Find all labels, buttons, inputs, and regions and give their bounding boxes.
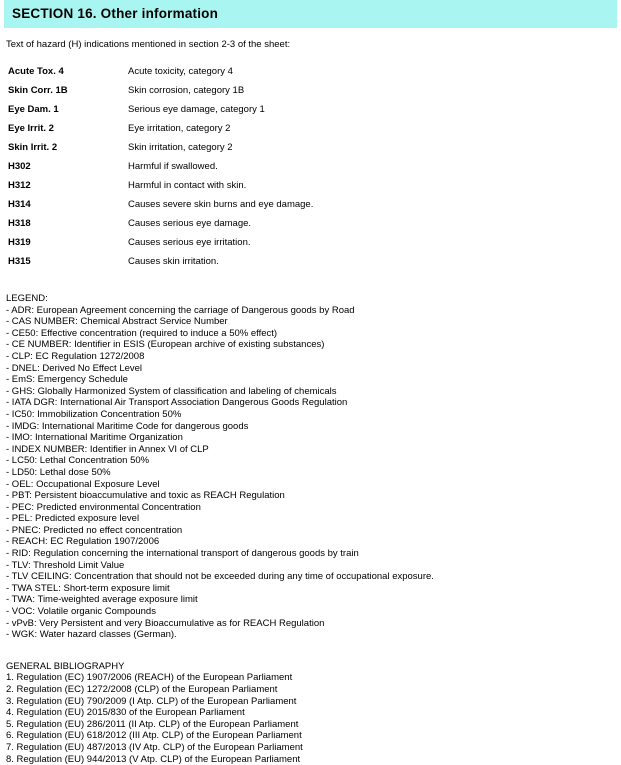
bibliography-line: 5. Regulation (EU) 286/2011 (II Atp. CLP) of the European Parliament [6,718,299,730]
legend-line: - CE50: Effective concentration (required to induce a 50% effect) [6,327,278,339]
legend-block [6,293,621,641]
hazard-statements-table [6,62,313,271]
bibliography-line: 1. Regulation (EC) 1907/2006 (REACH) of the European Parliament [6,672,293,684]
legend-line: - ADR: European Agreement concerning the carriage of Dangerous goods by Road [6,304,355,316]
hazard-description: Harmful in contact with skin. [128,179,247,191]
legend-line: - PEC: Predicted environmental Concentration [6,501,201,513]
legend-line: - CE NUMBER: Identifier in ESIS (European archive of existing substances) [6,339,325,351]
legend-line: - WGK: Water hazard classes (German). [6,629,177,641]
table-row [6,157,313,176]
legend-line: - TWA STEL: Short-term exposure limit [6,582,170,594]
bibliography-line: 6. Regulation (EU) 618/2012 (III Atp. CLP) of the European Parliament [6,730,302,742]
hazard-description: Harmful if swallowed. [128,160,218,172]
bibliography-block [6,661,621,765]
legend-line: - EmS: Emergency Schedule [6,374,128,386]
table-row [6,119,313,138]
hazard-description: Causes skin irritation. [128,255,219,267]
legend-line: - CAS NUMBER: Chemical Abstract Service Number [6,316,228,328]
legend-title: LEGEND: [6,293,48,304]
hazard-description: Causes serious eye irritation. [128,236,251,248]
hazard-code: Acute Tox. 4 [8,65,64,77]
legend-line: - PNEC: Predicted no effect concentration [6,524,183,536]
hazard-code: H318 [8,217,31,229]
section-header: SECTION 16. Other information [4,0,617,28]
bibliography-line: 3. Regulation (EU) 790/2009 (I Atp. CLP) of the European Parliament [6,695,297,707]
legend-line: - vPvB: Very Persistent and very Bioaccumulative as for REACH Regulation [6,617,325,629]
legend-line: - TLV: Threshold Limit Value [6,559,125,571]
legend-line: - INDEX NUMBER: Identifier in Annex VI of CLP [6,443,209,455]
legend-line: - IATA DGR: International Air Transport Association Dangerous Goods Regulation [6,397,348,409]
legend-line: - PEL: Predicted exposure level [6,513,140,525]
hazard-code: H315 [8,255,31,267]
legend-line: - DNEL: Derived No Effect Level [6,362,143,374]
hazard-code: Eye Dam. 1 [8,103,59,115]
legend-line: - REACH: EC Regulation 1907/2006 [6,536,160,548]
hazard-code: H314 [8,198,31,210]
legend-line: - IMO: International Maritime Organization [6,432,183,444]
hazard-table-body [6,62,313,271]
hazard-description: Causes serious eye damage. [128,217,252,229]
bibliography-line: 8. Regulation (EU) 944/2013 (V Atp. CLP) of the European Parliament [6,753,301,765]
table-row [6,62,313,81]
legend-line: - VOC: Volatile organic Compounds [6,606,156,618]
legend-line: - OEL: Occupational Exposure Level [6,478,160,490]
legend-line: - LC50: Lethal Concentration 50% [6,455,150,467]
legend-line: - CLP: EC Regulation 1272/2008 [6,350,145,362]
hazard-code: Eye Irrit. 2 [8,122,54,134]
hazard-code: H312 [8,179,31,191]
table-row [6,195,313,214]
hazard-description: Eye irritation, category 2 [128,122,231,134]
table-row [6,138,313,157]
hazard-description: Serious eye damage, category 1 [128,103,265,115]
table-row [6,81,313,100]
hazard-code: Skin Irrit. 2 [8,141,58,153]
intro-text: Text of hazard (H) indications mentioned in section 2-3 of the sheet: [6,39,291,50]
hazard-description: Causes severe skin burns and eye damage. [128,198,314,210]
table-row [6,233,313,252]
hazard-code: H319 [8,236,31,248]
bibliography-title: GENERAL BIBLIOGRAPHY [6,660,125,672]
legend-line: - IMDG: International Maritime Code for dangerous goods [6,420,249,432]
table-row [6,100,313,119]
hazard-description: Skin corrosion, category 1B [128,84,245,96]
bibliography-line: 2. Regulation (EC) 1272/2008 (CLP) of the European Parliament [6,684,278,695]
hazard-description: Acute toxicity, category 4 [128,65,233,77]
legend-line: - IC50: Immobilization Concentration 50% [6,408,182,420]
legend-line: - LD50: Lethal dose 50% [6,466,111,478]
bibliography-line: 4. Regulation (EU) 2015/830 of the European Parliament [6,707,245,719]
hazard-code: Skin Corr. 1B [8,84,68,96]
legend-line: - TWA: Time-weighted average exposure limit [6,594,198,606]
legend-line: - RID: Regulation concerning the international transport of dangerous goods by train [6,548,359,560]
hazard-description: Skin irritation, category 2 [128,141,233,153]
legend-line: - TLV CEILING: Concentration that should not be exceeded during any time of occupational exposure. [6,571,434,583]
table-row [6,252,313,271]
bibliography-line: 7. Regulation (EU) 487/2013 (IV Atp. CLP) of the European Parliament [6,741,303,753]
table-row [6,214,313,233]
legend-line: - PBT: Persistent bioaccumulative and toxic as REACH Regulation [6,490,285,502]
hazard-code: H302 [8,160,31,172]
legend-line: - GHS: Globally Harmonized System of classification and labeling of chemicals [6,385,337,397]
table-row [6,176,313,195]
